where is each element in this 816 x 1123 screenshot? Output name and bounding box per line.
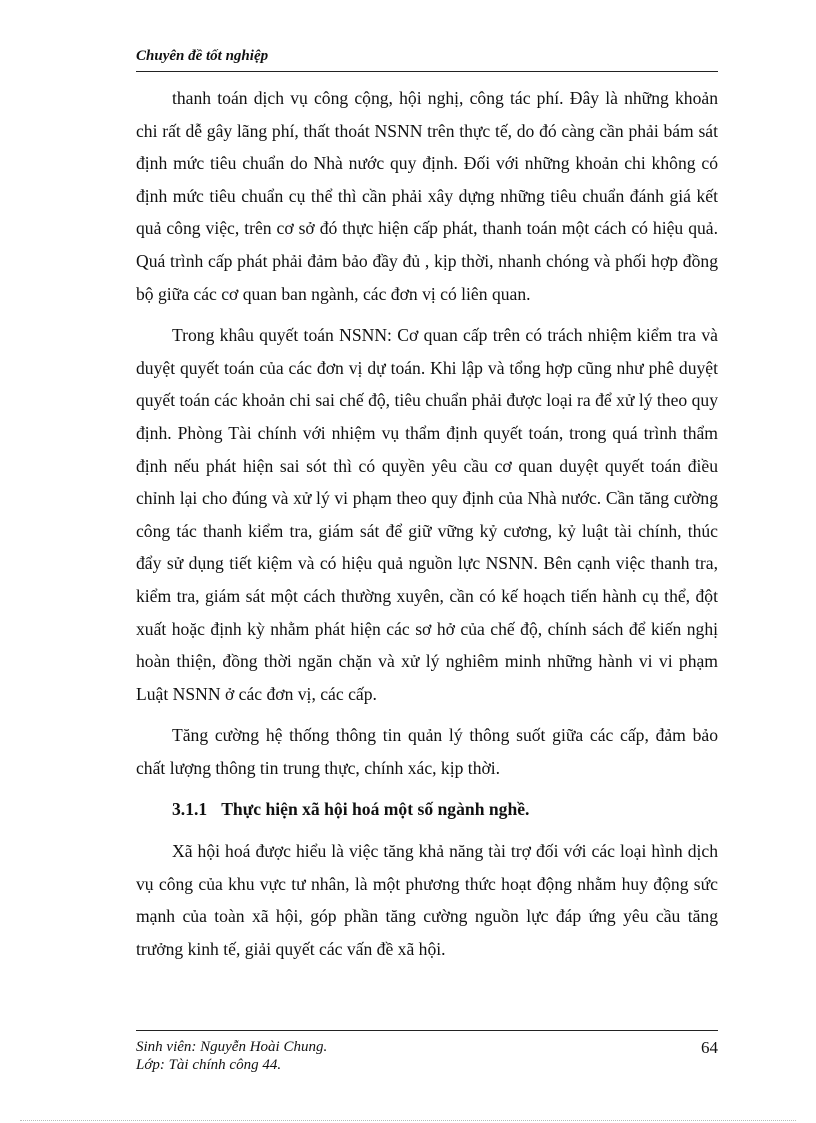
section-heading bbox=[136, 793, 718, 826]
footer-student: Sinh viên: Nguyễn Hoài Chung. bbox=[136, 1039, 328, 1055]
paragraph-continuation: thanh toán dịch vụ công cộng, hội nghị, công tác phí. Đây là những khoản chi rất dễ gây lãng phí, thất thoát NSNN trên thực tế, do đó càng cần phải bám sát định mức tiêu chuẩn do Nhà nước quy định. Đối với những khoản chi không có định mức tiêu chuẩn cụ thể thì cần phải xây dựng những tiêu chuẩn đánh giá kết quả công việc, trên cơ sở đó thực hiện cấp phát, thanh toán một cách có hiệu quả. Quá trình cấp phát phải đảm bảo đầy đủ , kịp thời, nhanh chóng và phối hợp đồng bộ giữa các cơ quan ban ngành, các đơn vị có liên quan. bbox=[136, 88, 718, 304]
document-body bbox=[136, 82, 718, 974]
paragraph-settlement: Trong khâu quyết toán NSNN: Cơ quan cấp trên có trách nhiệm kiểm tra và duyệt quyết toán của các đơn vị dự toán. Khi lập và tổng hợp cũng như phê duyệt quyết toán các khoản chi sai chế độ, tiêu chuẩn phải được loại ra để xử lý theo quy định. Phòng Tài chính với nhiệm vụ thẩm định quyết toán, trong quá trình thẩm định nếu phát hiện sai sót thì có quyền yêu cầu cơ quan duyệt quyết toán điều chỉnh lại cho đúng và xử lý vi phạm theo quy định của Nhà nước. Cần tăng cường công tác thanh kiểm tra, giám sát để giữ vững kỷ cương, kỷ luật tài chính, thúc đẩy sử dụng tiết kiệm và có hiệu quả nguồn lực NSNN. Bên cạnh việc thanh tra, kiểm tra, giám sát một cách thường xuyên, cần có kế hoạch tiến hành cụ thể, đột xuất hoặc định kỳ nhằm phát hiện các sơ hở của chế độ, chính sách để kiến nghị hoàn thiện, đồng thời ngăn chặn và xử lý nghiêm minh những hành vi vi phạm Luật NSNN ở các đơn vị, các cấp. bbox=[136, 325, 718, 704]
section-title: Thực hiện xã hội hoá một số ngành nghề. bbox=[221, 799, 530, 820]
section-number: 3.1.1 bbox=[172, 799, 208, 820]
document-header-title: Chuyên đề tốt nghiệp bbox=[136, 48, 269, 64]
header-divider bbox=[136, 71, 718, 72]
page-number: 64 bbox=[701, 1038, 718, 1057]
footer-divider bbox=[136, 1030, 718, 1031]
paragraph-socialization: Xã hội hoá được hiểu là việc tăng khả năng tài trợ đối với các loại hình dịch vụ công của khu vực tư nhân, là một phương thức hoạt động nhằm huy động sức mạnh của toàn xã hội, góp phần tăng cường nguồn lực đáp ứng yêu cầu tăng trưởng kinh tế, giải quyết các vấn đề xã hội. bbox=[136, 841, 718, 959]
footer-class: Lớp: Tài chính công 44. bbox=[136, 1057, 282, 1073]
page-edge-divider bbox=[20, 1120, 796, 1121]
footer-author-info bbox=[136, 1038, 327, 1074]
paragraph-information-system: Tăng cường hệ thống thông tin quản lý thông suốt giữa các cấp, đảm bảo chất lượng thông tin trung thực, chính xác, kịp thời. bbox=[136, 725, 718, 778]
